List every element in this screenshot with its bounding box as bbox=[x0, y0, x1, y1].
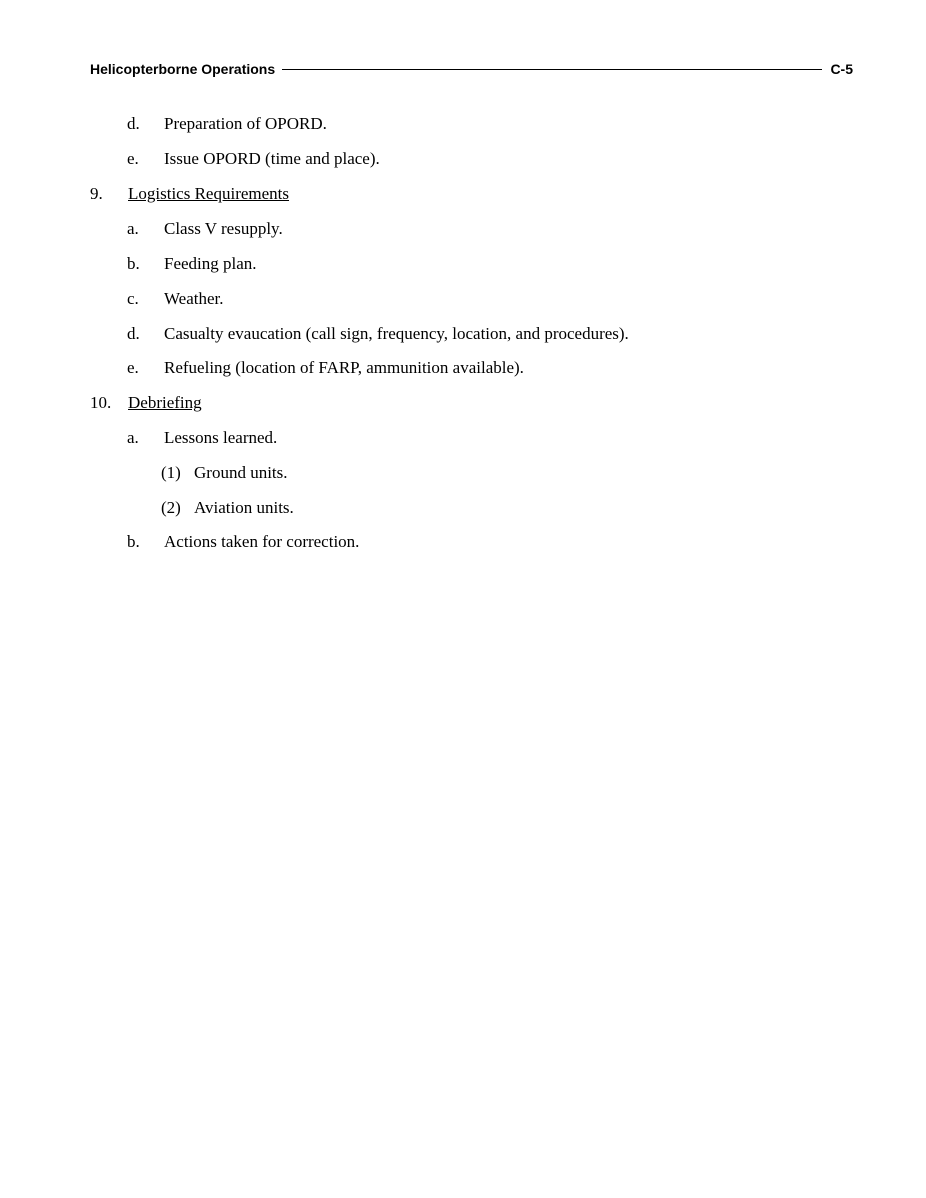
section-number: 9. bbox=[90, 184, 103, 203]
page-number: C-5 bbox=[830, 61, 853, 77]
header-rule bbox=[282, 69, 822, 70]
list-item-text: Issue OPORD (time and place). bbox=[164, 149, 380, 168]
section-number: 10. bbox=[90, 393, 112, 412]
sub-list-marker: (1) bbox=[161, 463, 181, 482]
list-marker: d. bbox=[127, 324, 140, 343]
list-item-text: Refueling (location of FARP, ammunition available). bbox=[164, 358, 524, 377]
section-heading: Debriefing bbox=[128, 393, 202, 412]
sub-list-item-text: Aviation units. bbox=[194, 498, 294, 517]
sub-list-marker: (2) bbox=[161, 498, 181, 517]
list-item-text: Actions taken for correction. bbox=[164, 532, 360, 551]
list-marker: b. bbox=[127, 254, 140, 273]
list-marker: e. bbox=[127, 149, 139, 168]
list-marker: a. bbox=[127, 219, 139, 238]
list-item-text: Preparation of OPORD. bbox=[164, 114, 327, 133]
list-marker: b. bbox=[127, 532, 140, 551]
list-marker: e. bbox=[127, 358, 139, 377]
list-item-text: Lessons learned. bbox=[164, 428, 278, 447]
list-item-text: Class V resupply. bbox=[164, 219, 283, 238]
header-title: Helicopterborne Operations bbox=[90, 61, 276, 77]
list-item-text: Weather. bbox=[164, 289, 224, 308]
list-item-text: Feeding plan. bbox=[164, 254, 257, 273]
running-header bbox=[90, 59, 853, 79]
sub-list-item-text: Ground units. bbox=[194, 463, 288, 482]
list-marker: c. bbox=[127, 289, 139, 308]
list-marker: a. bbox=[127, 428, 139, 447]
list-marker: d. bbox=[127, 114, 140, 133]
list-item-text: Casualty evaucation (call sign, frequency, location, and procedures). bbox=[164, 324, 629, 343]
section-heading: Logistics Requirements bbox=[128, 184, 290, 203]
